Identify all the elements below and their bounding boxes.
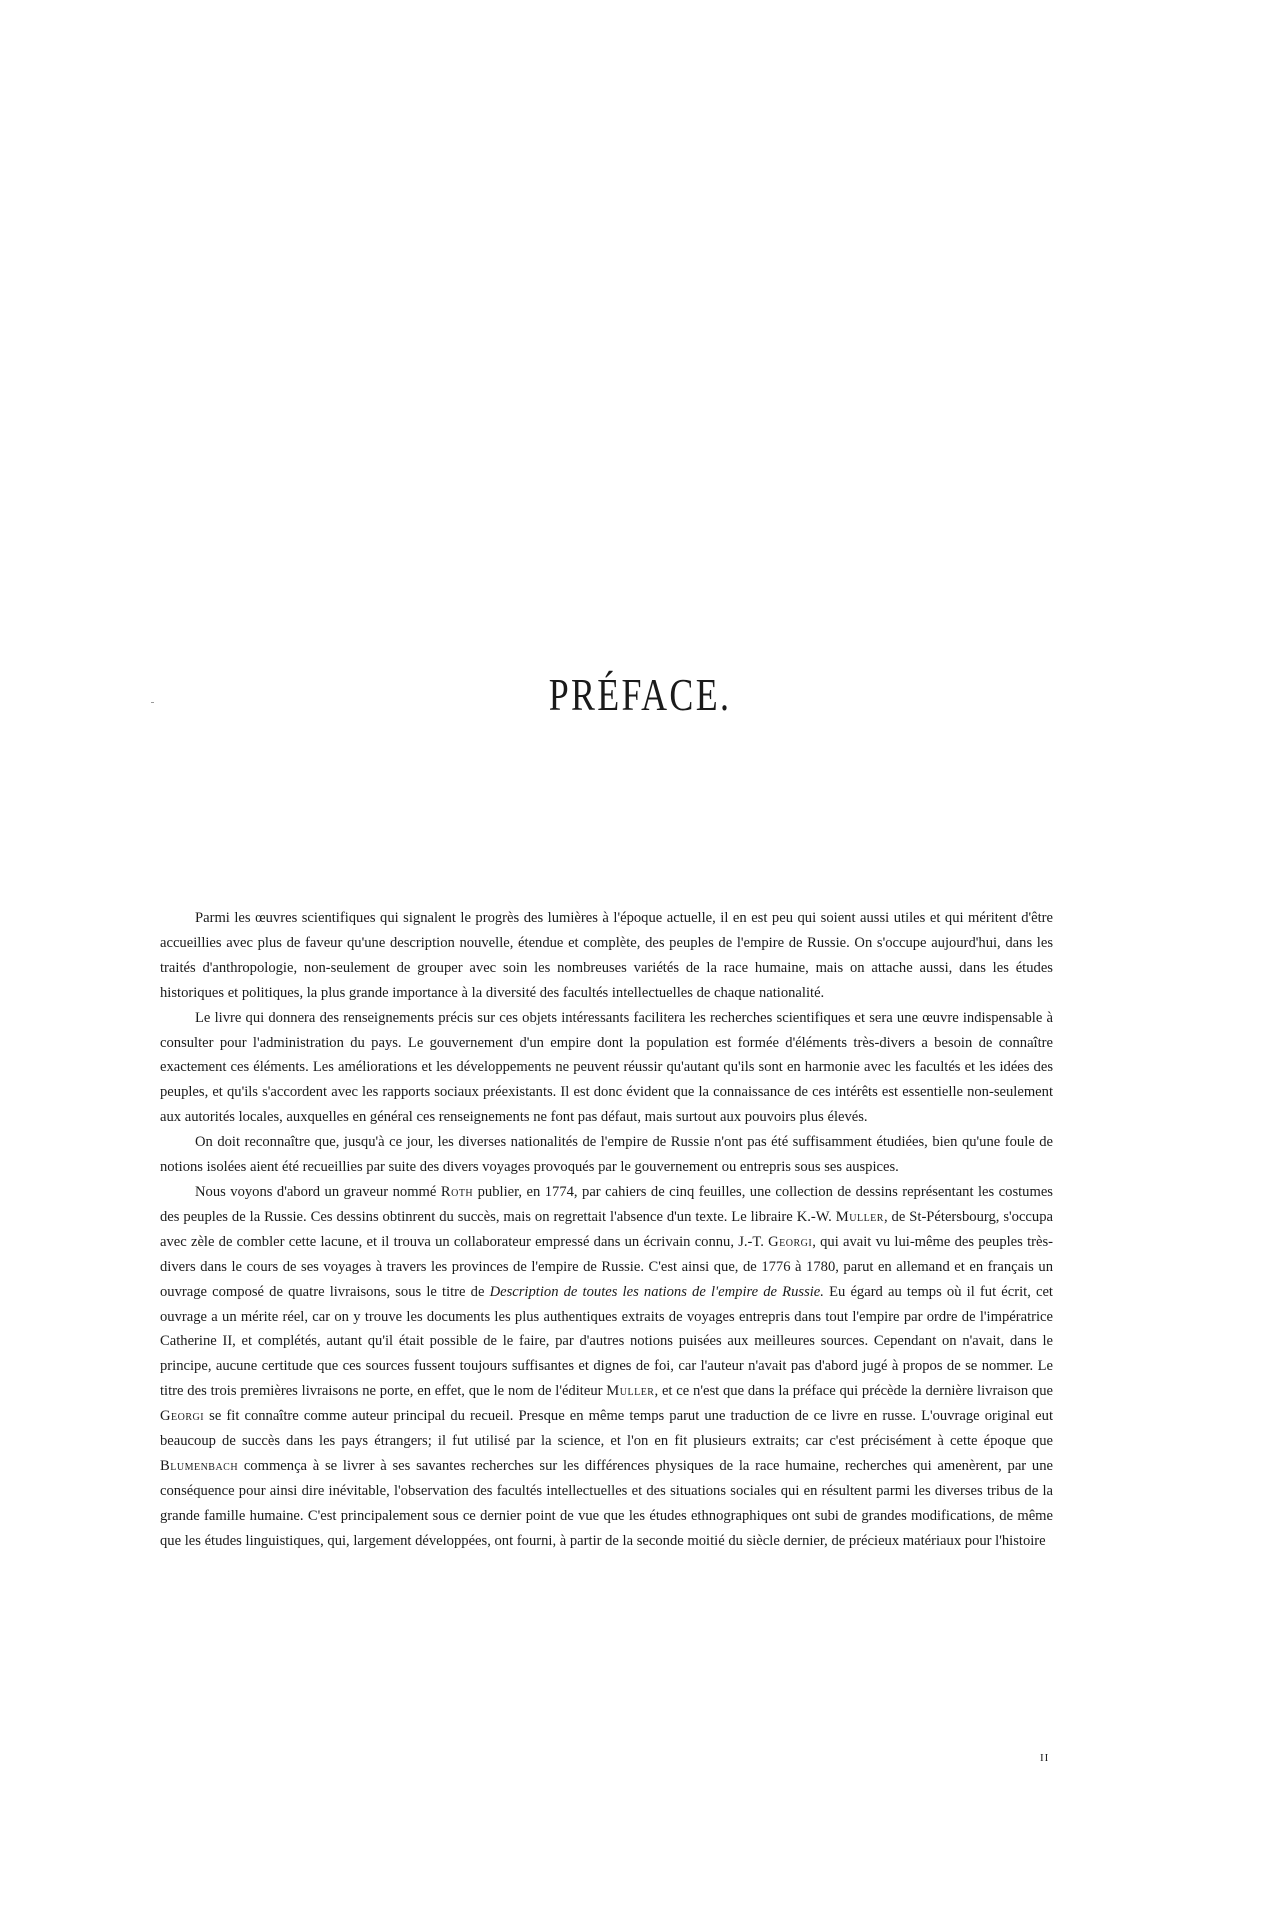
signature-mark: II — [1040, 1752, 1050, 1764]
text-segment: Eu égard au temps où il fut écrit, cet ouvrage a un mérite réel, car on y trouve les documents les plus authentiques extraits de voyages entrepris dans tout l'empire par ordre de l'impératrice Catherine II, et complétés, autant qu'il était possible de le faire, par d'autres notions puisées aux meilleures sources. Cependant on n'avait, dans le principe, aucune certitude que ces sources fussent toujours suffisantes et dignes de foi, car l'auteur n'avait pas d'abord jugé à propos de se nommer. Le titre des trois premières livraisons ne porte, en effet, que le nom de l'éditeur — [160, 1283, 1053, 1400]
proper-name: Blumenbach — [160, 1457, 239, 1474]
text-segment: commença à se livrer à ses savantes recherches sur les différences physiques de la race humaine, recherches qui amenèrent, par une conséquence pour ainsi dire inévitable, l'observation des facultés intellectuelles et des situations sociales qui en résultent parmi les diverses tribus de la grande famille humaine. C'est principalement sous ce dernier point de vue que les études ethnographiques ont subi de grandes modifications, de même que les études linguistiques, qui, largement développées, ont fourni, à partir de la seconde moitié du siècle dernier, de précieux matériaux pour l'histoire — [160, 1457, 1053, 1549]
text-segment: , et ce n'est que dans la préface qui précède la dernière livraison que — [654, 1383, 1053, 1400]
proper-name: Georgi — [768, 1233, 813, 1250]
text-segment: se fit connaître comme auteur principal du recueil. Presque en même temps parut une traduction de ce livre en russe. L'ouvrage original eut beaucoup de succès dans les pays étrangers; il fut utilisé par la science, et l'on en fit plusieurs extraits; car c'est précisément à cette époque que — [160, 1408, 1053, 1450]
work-title: Description de toutes les nations de l'empire de Russie. — [489, 1283, 824, 1300]
text-segment: Parmi les œuvres scientifiques qui signalent le progrès des lumières à l'époque actuelle, il en est peu qui soient aussi utiles et qui méritent d'être accueillies avec plus de faveur qu'une description nouvelle, étendue et complète, des peuples de l'empire de Russie. On s'occupe aujourd'hui, dans les traités d'anthropologie, non-seulement de grouper avec soin les nombreuses variétés de la race humaine, mais on attache aussi, dans les études historiques et politiques, la plus grande importance à la diversité des facultés intellectuelles de chaque nationalité. — [160, 910, 1053, 1001]
text-segment: , de St-Pétersbourg, s'occupa avec zèle de combler cette lacune, et il trouva un collaborateur empressé dans un écrivain connu, J.-T. — [160, 1208, 1053, 1250]
paragraph — [160, 1130, 1053, 1180]
paragraph — [160, 906, 1053, 1006]
text-segment: , qui avait vu lui-même des peuples très-divers dans le cours de ses voyages à travers les provinces de l'empire de Russie. C'est ainsi que, de 1776 à 1780, parut en allemand et en français un ouvrage composé de quatre livraisons, sous le titre de — [160, 1233, 1053, 1300]
proper-name: Muller — [835, 1208, 884, 1225]
proper-name: Roth — [440, 1183, 474, 1200]
proper-name: Muller — [606, 1383, 655, 1400]
page-title: PRÉFACE. — [548, 669, 732, 720]
text-segment: On doit reconnaître que, jusqu'à ce jour, les diverses nationalités de l'empire de Russie n'ont pas été suffisamment étudiées, bien qu'une foule de notions isolées aient été recueillies par suite des divers voyages provoqués par le gouvernement ou entrepris sous ses auspices. — [160, 1134, 1053, 1176]
text-segment: publier, en 1774, par cahiers de cinq feuilles, une collection de dessins représentant les costumes des peuples de la Russie. Ces dessins obtinrent du succès, mais on regrettait l'absence d'un texte. Le libraire K.-W. — [160, 1183, 1053, 1225]
text-segment: Nous voyons d'abord un graveur nommé — [195, 1183, 441, 1200]
proper-name: Georgi — [160, 1408, 205, 1425]
text-segment: Le livre qui donnera des renseignements précis sur ces objets intéressants facilitera les recherches scientifiques et sera une œuvre indispensable à consulter pour l'administration du pays. Le gouvernement d'un empire dont la population est formée d'éléments très-divers a besoin de connaître exactement ces éléments. Les améliorations et les développements ne peuvent réussir qu'autant qu'ils sont en harmonie avec les facultés et les idées des peuples, et qu'ils s'accordent avec les rapports sociaux préexistants. Il est donc évident que la connaissance de ces intérêts est essentielle non-seulement aux autorités locales, auxquelles en général ces renseignements ne font pas défaut, mais surtout aux pouvoirs plus élevés. — [160, 1009, 1053, 1126]
paragraph — [160, 1006, 1053, 1131]
paragraph — [160, 1180, 1053, 1554]
preface-body — [160, 906, 1053, 1554]
